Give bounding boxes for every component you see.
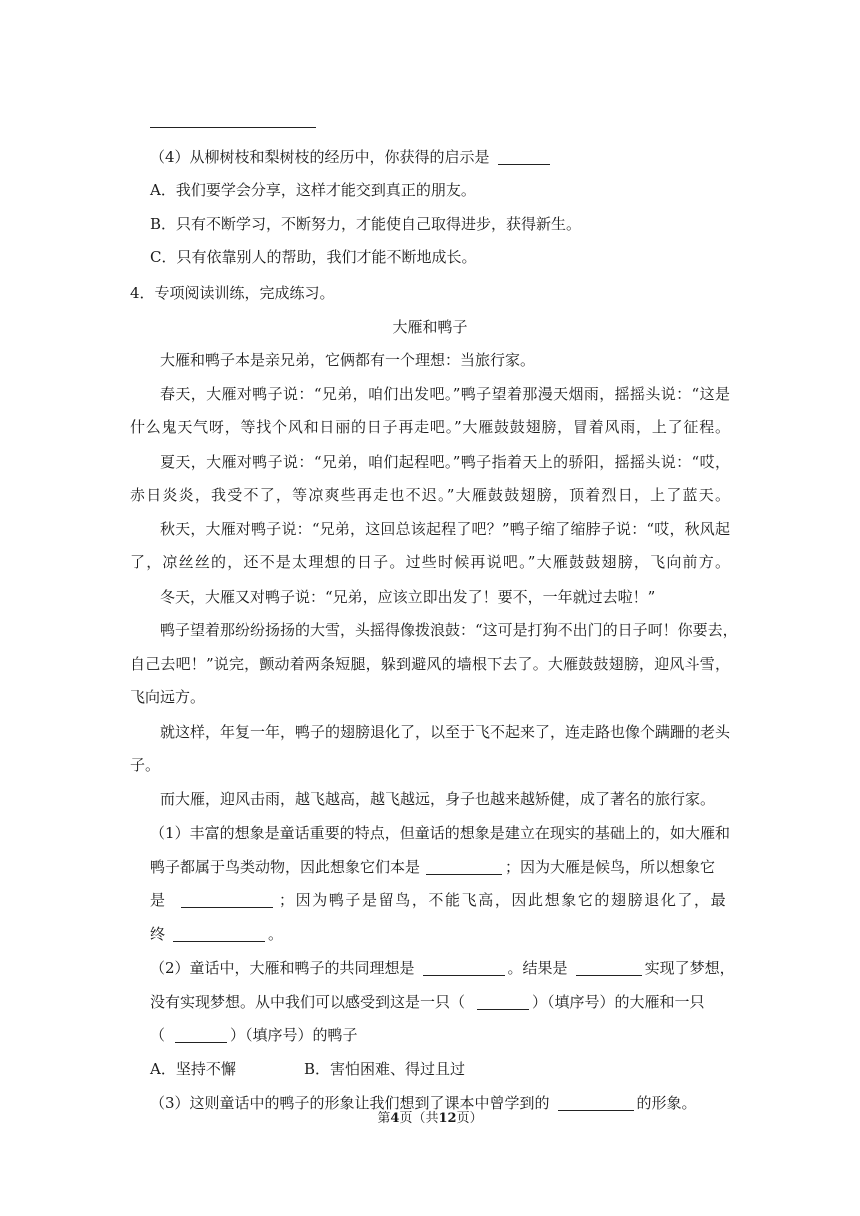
question-4-header: 4．专项阅读训练，完成练习。: [130, 284, 335, 302]
answer-blank: [423, 959, 505, 976]
story-line: 了，凉丝丝的，还不是太理想的日子。过些时候再说吧。”大雁鼓鼓翅膀，飞向前方。: [130, 553, 730, 571]
subquestion-2-option-b: B．害怕困难、得过且过: [304, 1060, 466, 1078]
answer-blank: [576, 959, 642, 976]
story-line: 秋天，大雁对鸭子说：“兄弟，这回总该起程了吧？”鸭子缩了缩脖子说：“哎，秋风起: [160, 520, 730, 538]
story-line: 飞向远方。: [130, 688, 206, 706]
subquestion-2-line: 没有实现梦想。从中我们可以感受到这是一只（ ）（填序号）的大雁和一只: [150, 993, 705, 1011]
story-line: 自己去吧！”说完，颤动着两条短腿，躲到避风的墙根下去了。大雁鼓鼓翅膀，迎风斗雪，: [130, 655, 730, 673]
subquestion-2-option-a: A．坚持不懈: [150, 1060, 236, 1078]
story-title: 大雁和鸭子: [392, 318, 468, 336]
story-line: 赤日炎炎，我受不了，等凉爽些再走也不迟。”大雁鼓鼓翅膀，顶着烈日，上了蓝天。: [130, 486, 730, 504]
story-line: 就这样，年复一年，鸭子的翅膀退化了，以至于飞不起来了，连走路也像个蹒跚的老头: [160, 723, 731, 741]
option-a: A．我们要学会分享，这样才能交到真正的朋友。: [150, 181, 476, 199]
option-b: B．只有不断学习，不断努力，才能使自己取得进步，获得新生。: [150, 215, 582, 233]
subquestion-1-line: （1）丰富的想象是童话重要的特点，但童话的想象是建立在现实的基础上的，如大雁和: [150, 824, 730, 842]
story-line: 冬天，大雁又对鸭子说：“兄弟，应该立即出发了！要不，一年就过去啦！”: [160, 588, 656, 606]
page-number: 4: [390, 1111, 400, 1126]
subquestion-1-line: 是 ；因为鸭子是留鸟，不能飞高，因此想象它的翅膀退化了，最: [150, 891, 728, 909]
story-line: 春天，大雁对鸭子说：“兄弟，咱们出发吧。”鸭子望着那漫天烟雨，摇摇头说：“这是: [160, 385, 730, 403]
story-line: 什么鬼天气呀，等找个风和日丽的日子再走吧。”大雁鼓鼓翅膀，冒着风雨，上了征程。: [130, 418, 730, 436]
answer-blank: [173, 925, 265, 942]
answer-blank: [477, 993, 529, 1010]
answer-blank: [175, 1026, 227, 1043]
option-c: C．只有依靠别人的帮助，我们才能不断地成长。: [150, 248, 477, 266]
answer-blank: [558, 1094, 634, 1111]
page-total: 12: [438, 1111, 457, 1126]
story-line: 子。: [130, 756, 161, 774]
question-3-4-prompt: （4）从柳树枝和梨树枝的经历中，你获得的启示是: [150, 147, 553, 167]
subquestion-1-line: 鸭子都属于鸟类动物，因此想象它们本是 ；因为大雁是候鸟，所以想象它: [150, 858, 716, 876]
answer-blank: [498, 148, 550, 165]
answer-blank: [181, 891, 273, 908]
subquestion-3-line: （3）这则童话中的鸭子的形象让我们想到了课本中曾学到的 的形象。: [150, 1094, 697, 1112]
page-footer: 第4页（共12页）: [377, 1111, 483, 1126]
story-line: 鸭子望着那纷纷扬扬的大雪，头摇得像拨浪鼓：“这可是打狗不出门的日子呵！你要去，: [160, 621, 738, 639]
story-line: 夏天，大雁对鸭子说：“兄弟，咱们起程吧。”鸭子指着天上的骄阳，摇摇头说：“哎，: [160, 453, 730, 471]
subquestion-2-line: （2）童话中，大雁和鸭子的共同理想是 。结果是 实现了梦想，: [150, 959, 735, 977]
story-line: 而大雁，迎风击雨，越飞越高，越飞越远，身子也越来越矫健，成了著名的旅行家。: [160, 790, 716, 808]
answer-blank: [426, 858, 502, 875]
answer-line: [150, 127, 316, 128]
subquestion-2-line: （ ）（填序号）的鸭子: [150, 1026, 358, 1044]
subquestion-1-line: 终 。: [150, 925, 284, 943]
story-line: 大雁和鸭子本是亲兄弟，它俩都有一个理想：当旅行家。: [160, 351, 536, 369]
